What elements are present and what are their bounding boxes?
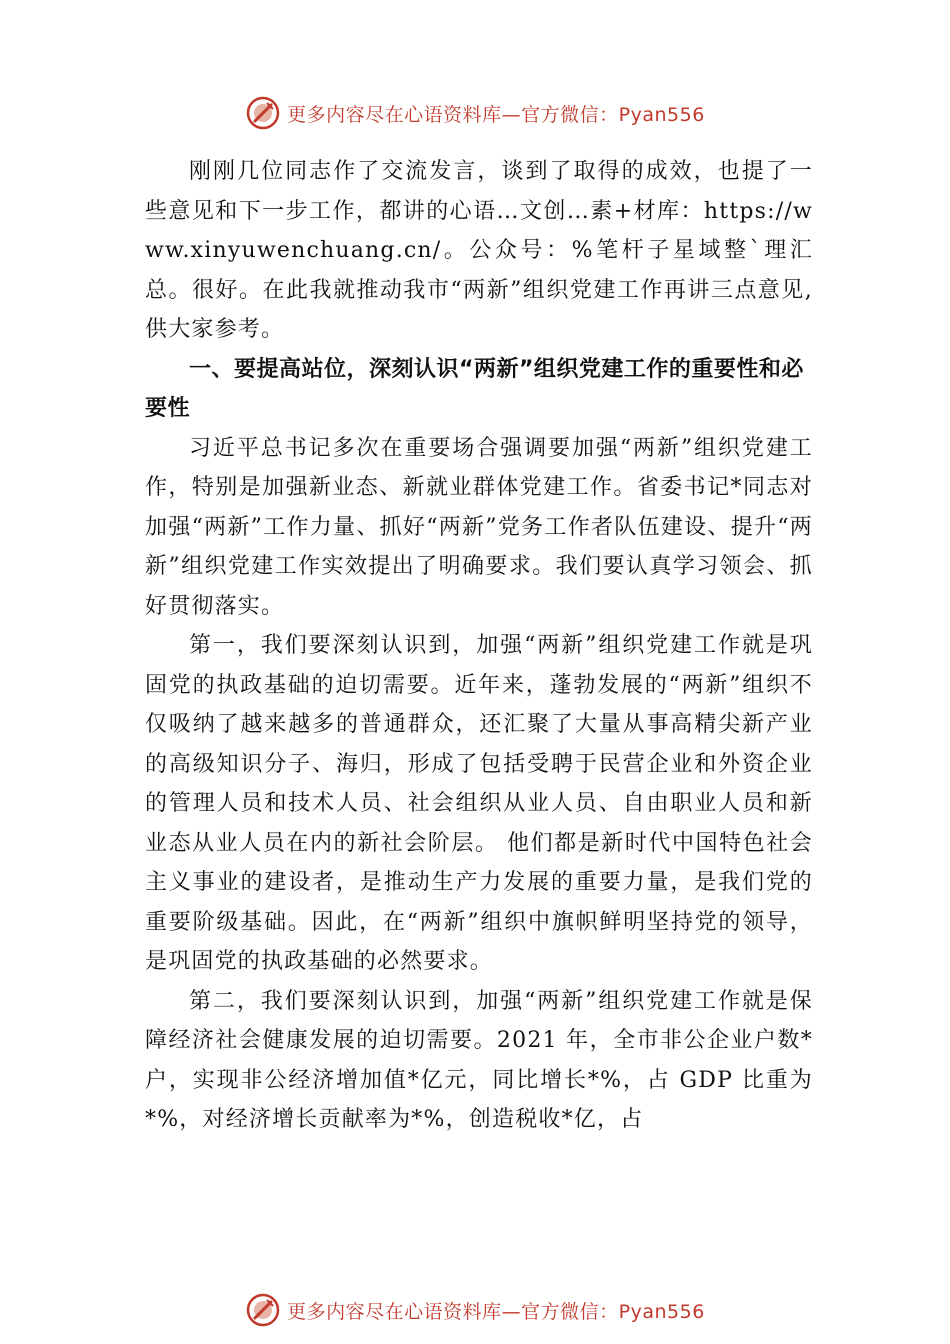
header-banner [0, 93, 950, 133]
section-heading-1: 一、要提高站位，深刻认识“两新”组织党建工作的重要性和必要性 [145, 356, 804, 421]
seal-logo-icon [245, 1292, 281, 1328]
banner-text: 更多内容尽在心语资料库—官方微信：Pyan556 [287, 1300, 705, 1323]
banner-text: 更多内容尽在心语资料库—官方微信：Pyan556 [287, 103, 705, 126]
footer-banner [0, 1290, 950, 1330]
paragraph-2: 习近平总书记多次在重要场合强调要加强“两新”组织党建工作，特别是加强新业态、新就业群体党建工作。省委书记*同志对加强“两新”工作力量、抓好“两新”党务工作者队伍建设、提升“两新”组织党建工作实效提出了明确要求。我们要认真学习领会、抓好贯彻落实。 [145, 435, 813, 619]
seal-logo-icon [245, 95, 281, 131]
document-body [145, 152, 813, 1140]
paragraph-intro: 刚刚几位同志作了交流发言，谈到了取得的成效，也提了一些意见和下一步工作，都讲的心语…文创…素+材库：https://www.xinyuwenchuang.cn/。公众号：%笔杆子星域整`理汇总。很好。在此我就推动我市“两新”组织党建工作再讲三点意见,供大家参考。 [145, 159, 813, 342]
paragraph-4: 第二，我们要深刻认识到，加强“两新”组织党建工作就是保障经济社会健康发展的迫切需要。2021 年，全市非公企业户数*户，实现非公经济增加值*亿元，同比增长*%，占 GDP 比重为*%，对经济增长贡献率为*%，创造税收*亿，占 [145, 988, 813, 1132]
paragraph-3: 第一，我们要深刻认识到，加强“两新”组织党建工作就是巩固党的执政基础的迫切需要。近年来，蓬勃发展的“两新”组织不仅吸纳了越来越多的普通群众，还汇聚了大量从事高精尖新产业的高级知识分子、海归，形成了包括受聘于民营企业和外资企业的管理人员和技术人员、社会组织从业人员、自由职业人员和新业态从业人员在内的新社会阶层。 他们都是新时代中国特色社会主义事业的建设者，是推动生产力发展的重要力量，是我们党的重要阶级基础。因此，在“两新”组织中旗帜鲜明坚持党的领导，是巩固党的执政基础的必然要求。 [145, 633, 813, 974]
